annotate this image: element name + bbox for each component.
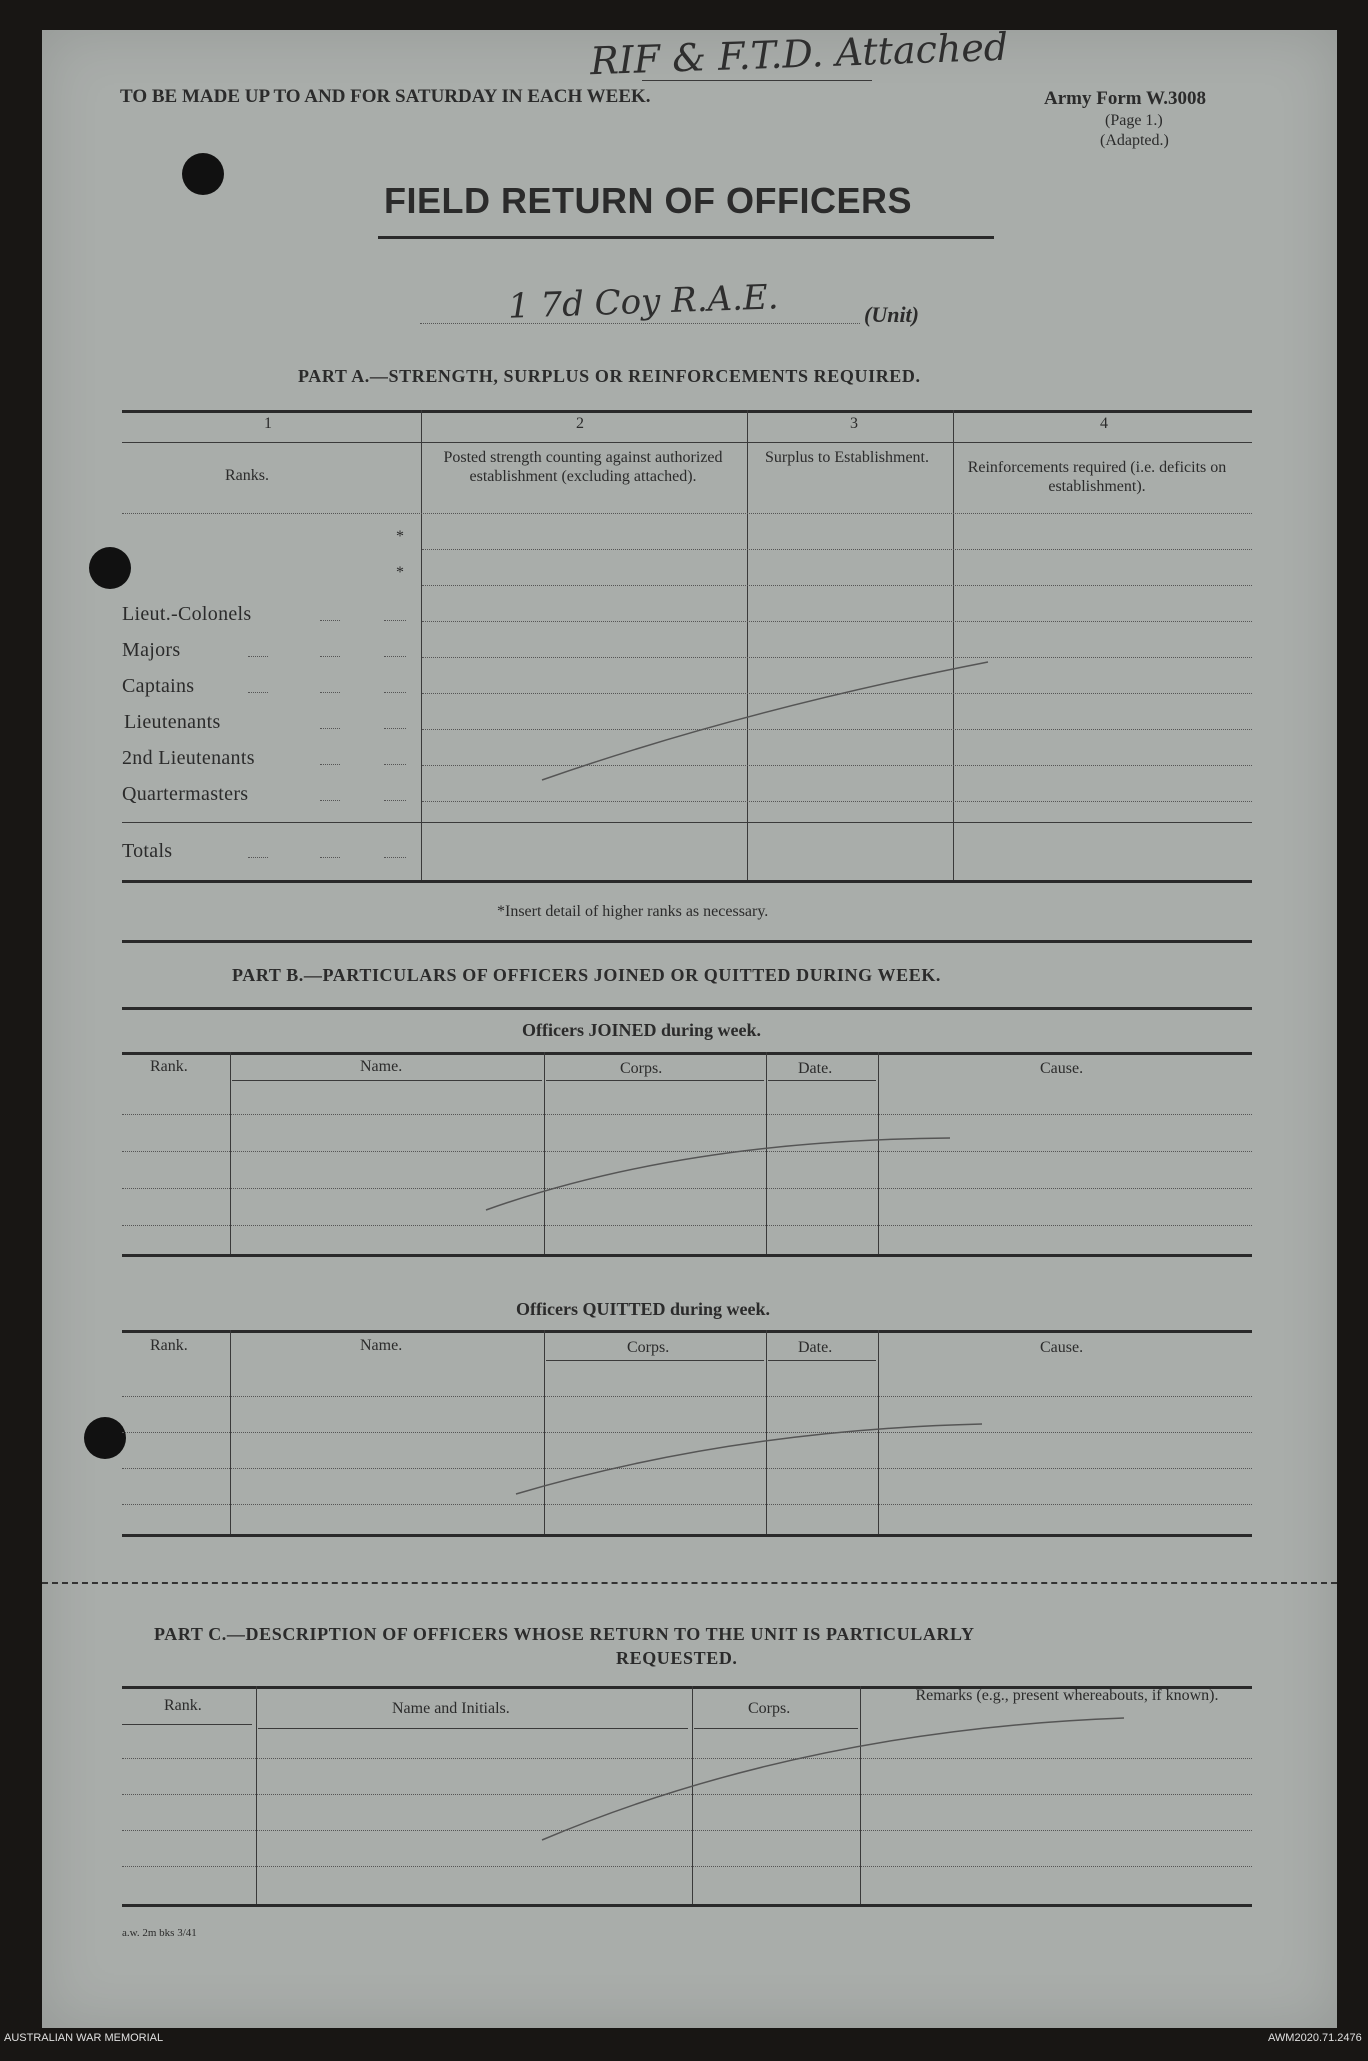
joined-col-date: Date. — [798, 1060, 833, 1077]
unit-label: (Unit) — [864, 302, 919, 327]
header-surplus: Surplus to Establishment. — [765, 449, 929, 466]
quitted-col-date: Date. — [798, 1339, 833, 1356]
rank-captains: Captains — [122, 675, 195, 697]
part-c-heading-line2: REQUESTED. — [616, 1648, 738, 1668]
joined-title: Officers JOINED during week. — [522, 1020, 761, 1040]
part-c-heading-line1: PART C.—DESCRIPTION OF OFFICERS WHOSE RETURN TO THE UNIT IS PARTICULARLY — [154, 1624, 975, 1644]
footnote: *Insert detail of higher ranks as necessary. — [497, 903, 769, 920]
part-c-col-corps: Corps. — [748, 1700, 791, 1717]
form-paper — [42, 24, 1337, 2028]
asterisk-row-2: * — [396, 564, 404, 581]
col-number-1: 1 — [264, 415, 272, 432]
joined-col-cause: Cause. — [1040, 1060, 1084, 1077]
rank-lieut-colonels: Lieut.-Colonels — [122, 603, 252, 625]
quitted-col-rank: Rank. — [150, 1337, 188, 1354]
part-b-heading: PART B.—PARTICULARS OF OFFICERS JOINED OR QUITTED DURING WEEK. — [232, 965, 942, 985]
rank-2nd-lieutenants: 2nd Lieutenants — [122, 747, 255, 769]
part-c-col-rank: Rank. — [164, 1697, 202, 1714]
rank-majors: Majors — [122, 639, 181, 661]
col-number-4: 4 — [1100, 415, 1108, 432]
asterisk-row-1: * — [396, 528, 404, 545]
quitted-col-cause: Cause. — [1040, 1339, 1084, 1356]
header-posted-strength: Posted strength counting against authorized establishment (excluding attached). — [443, 449, 723, 485]
col-number-2: 2 — [576, 415, 584, 432]
handwritten-unit: 1 7d Coy R.A.E. — [507, 277, 780, 327]
page-number: (Page 1.) — [1105, 112, 1163, 129]
footer-right: AWM2020.71.2476 — [1268, 2032, 1362, 2044]
rank-lieutenants: Lieutenants — [124, 711, 221, 733]
rank-totals: Totals — [122, 840, 173, 862]
instruction-text: TO BE MADE UP TO AND FOR SATURDAY IN EACH WEEK. — [120, 86, 651, 107]
adapted-label: (Adapted.) — [1100, 132, 1169, 149]
col-number-3: 3 — [850, 415, 858, 432]
rank-quartermasters: Quartermasters — [122, 783, 249, 805]
joined-col-corps: Corps. — [620, 1060, 663, 1077]
part-a-heading: PART A.—STRENGTH, SURPLUS OR REINFORCEMENTS REQUIRED. — [298, 366, 921, 386]
handwritten-note: RIF & F.T.D. Attached — [589, 24, 1009, 84]
page-title: FIELD RETURN OF OFFICERS — [384, 180, 912, 221]
part-c-col-remarks: Remarks (e.g., present whereabouts, if known). — [915, 1687, 1219, 1704]
pencil-strikes — [42, 30, 1337, 2028]
header-reinforcements: Reinforcements required (i.e. deficits on establishment). — [967, 459, 1227, 495]
quitted-title: Officers QUITTED during week. — [516, 1299, 770, 1319]
part-c-col-name: Name and Initials. — [392, 1700, 510, 1717]
header-ranks: Ranks. — [225, 467, 269, 484]
print-code: a.w. 2m bks 3/41 — [122, 1927, 197, 1939]
quitted-col-corps: Corps. — [627, 1339, 670, 1356]
joined-col-rank: Rank. — [150, 1058, 188, 1075]
form-number: Army Form W.3008 — [1044, 88, 1207, 109]
footer-left: AUSTRALIAN WAR MEMORIAL — [4, 2032, 164, 2044]
quitted-col-name: Name. — [360, 1337, 403, 1354]
joined-col-name: Name. — [360, 1058, 403, 1075]
